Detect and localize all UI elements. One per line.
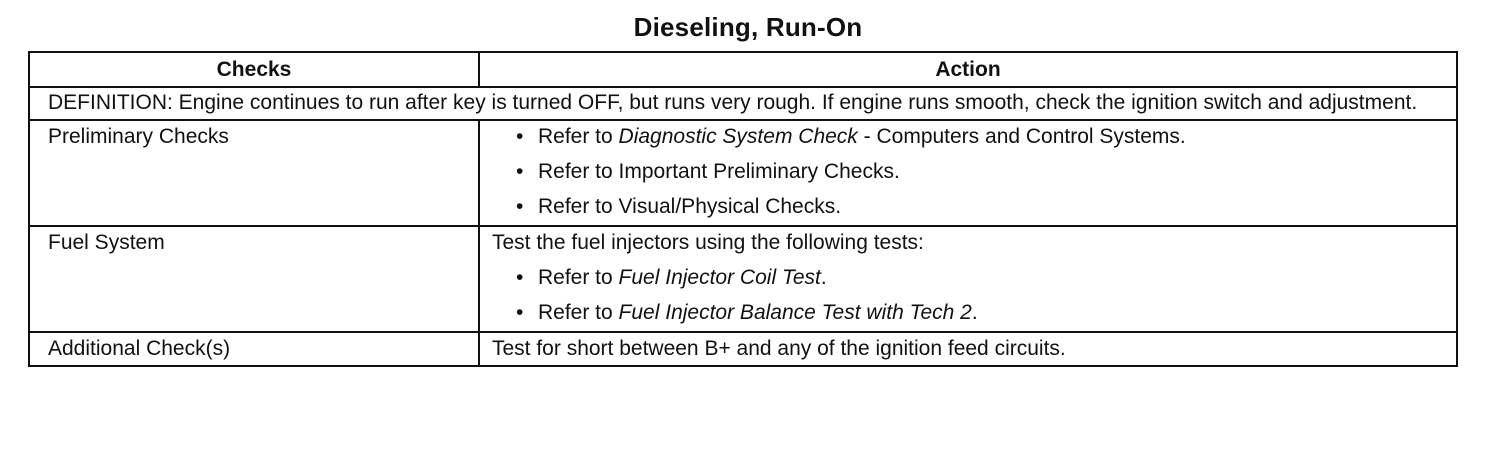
bullet-text: Refer to Visual/Physical Checks. <box>538 195 842 218</box>
action-intro-text: Test for short between B+ and any of the ignition feed circuits. <box>492 337 1066 360</box>
action-column-header: Action <box>479 52 1457 87</box>
bullet-text-suffix: - Computers and Control Systems. <box>857 125 1186 148</box>
table-header-row <box>29 52 1457 87</box>
action-cell <box>479 226 1457 332</box>
check-label: Preliminary Checks <box>29 120 479 226</box>
bullet-text-suffix: . <box>971 301 978 324</box>
bullet-reference: Diagnostic System Check <box>618 125 858 148</box>
definition-text: DEFINITION: Engine continues to run after key is turned OFF, but runs very rough. If engine runs smooth, check the ignition switch and adjustment. <box>29 87 1457 120</box>
list-item <box>516 160 1446 184</box>
action-bullet-list <box>492 125 1446 219</box>
definition-row <box>29 87 1457 120</box>
table-row <box>29 332 1457 366</box>
list-item <box>516 125 1446 149</box>
bullet-text: Refer to Important Preliminary Checks. <box>538 160 900 183</box>
list-item <box>516 195 1446 219</box>
bullet-reference: Fuel Injector Balance Test with Tech 2 <box>618 301 972 324</box>
bullet-text: Refer to <box>538 266 619 289</box>
bullet-text: Refer to <box>538 125 619 148</box>
bullet-text: Refer to <box>538 301 619 324</box>
action-cell <box>479 332 1457 366</box>
table-row <box>29 120 1457 226</box>
diagnostic-table <box>28 51 1458 367</box>
action-cell <box>479 120 1457 226</box>
list-item <box>516 301 1446 325</box>
list-item <box>516 266 1446 290</box>
checks-column-header: Checks <box>29 52 479 87</box>
table-row <box>29 226 1457 332</box>
page-title: Dieseling, Run-On <box>633 12 863 42</box>
check-label: Additional Check(s) <box>29 332 479 366</box>
action-intro-text: Test the fuel injectors using the following tests: <box>492 231 924 254</box>
check-label: Fuel System <box>29 226 479 332</box>
bullet-reference: Fuel Injector Coil Test <box>618 266 821 289</box>
action-bullet-list <box>492 266 1446 325</box>
bullet-text-suffix: . <box>820 266 827 289</box>
